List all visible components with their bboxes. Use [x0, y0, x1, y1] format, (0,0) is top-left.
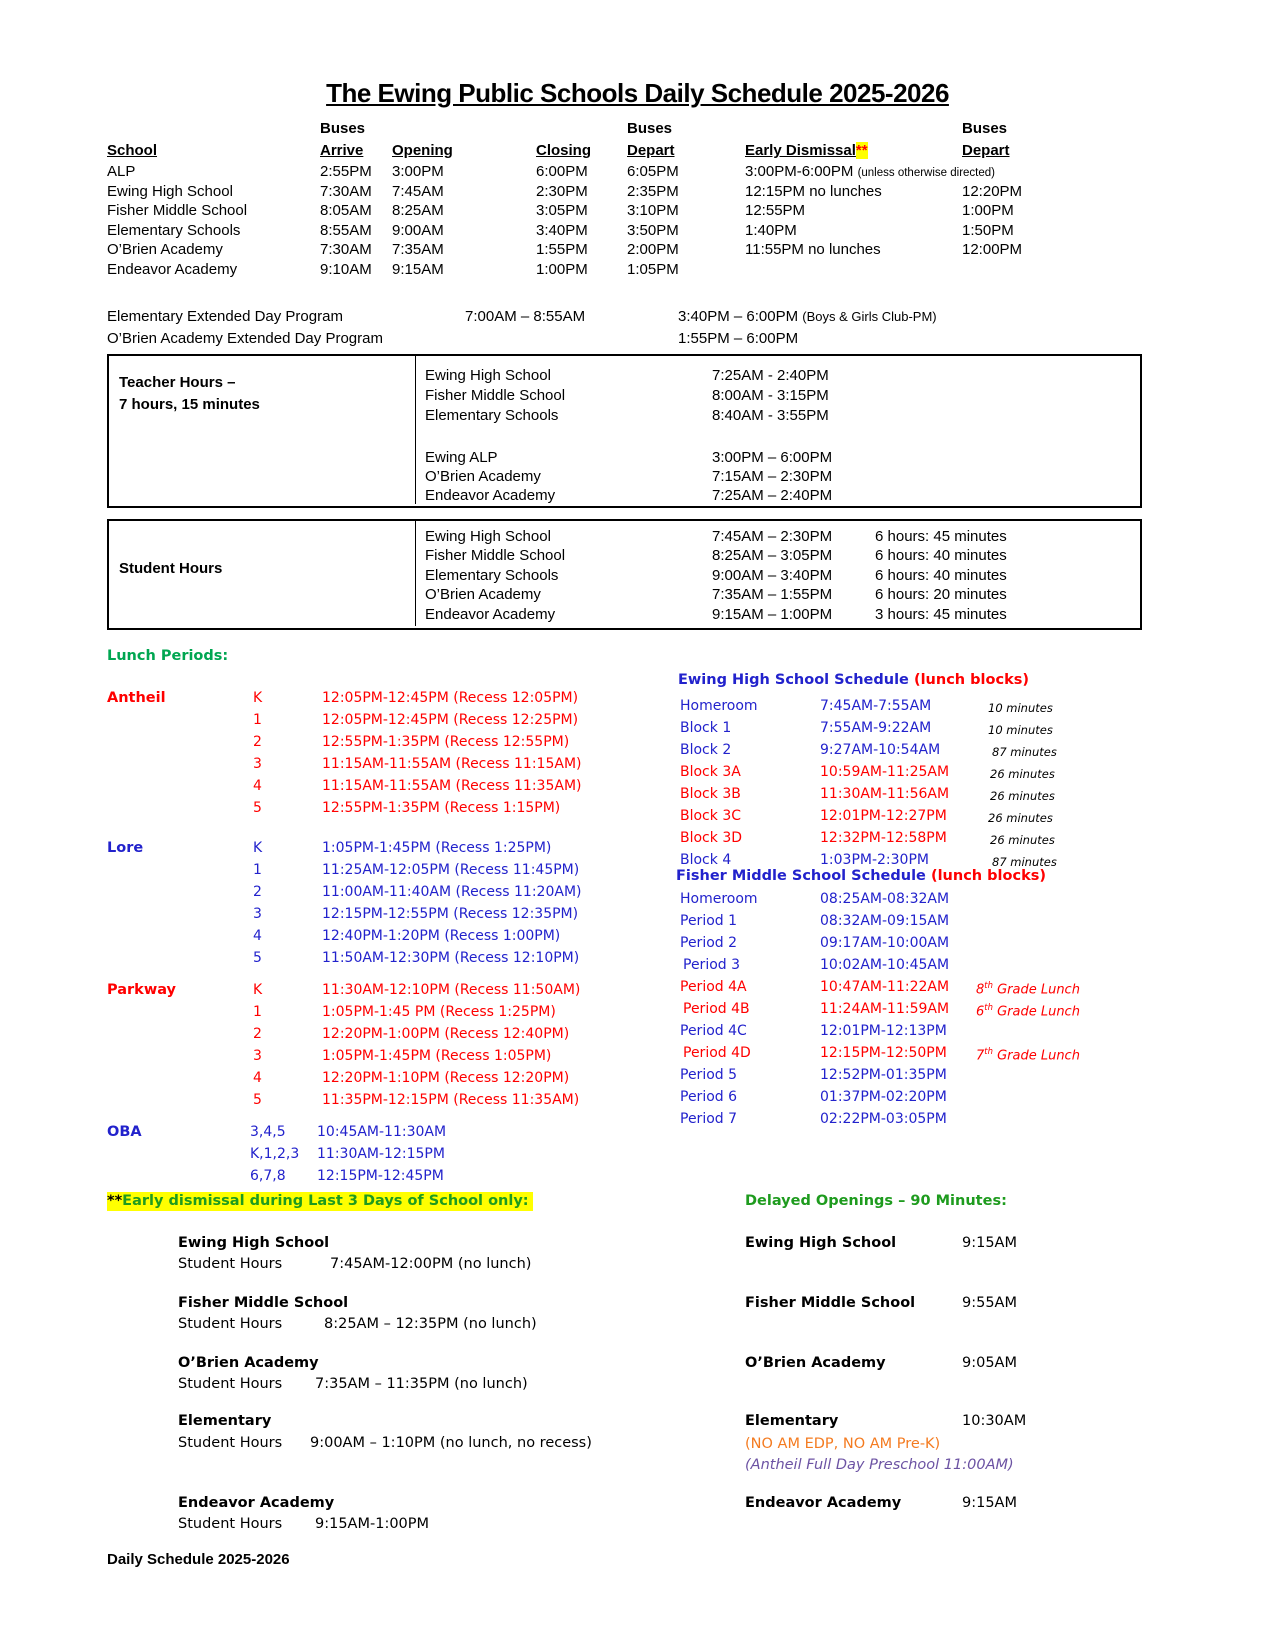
ed-hours-label: Student Hours [178, 1516, 283, 1532]
early-dismissal-stars: ** [855, 142, 868, 159]
fms-period: Period 4A [680, 979, 747, 995]
ed-hours-label: Student Hours [178, 1316, 283, 1332]
fms-row [0, 1089, 1275, 1109]
col-header-depart2: Depart [962, 142, 1010, 159]
ehs-period: Block 4 [680, 852, 732, 868]
ehs-time: 10:59AM-11:25AM [820, 764, 950, 780]
lunch-time: 11:30AM-12:15PM [317, 1146, 445, 1162]
ehs-row [0, 786, 1275, 806]
fms-period: Period 7 [680, 1111, 738, 1127]
teacher-row [0, 407, 1275, 427]
bus-arrive: 8:05AM [320, 202, 372, 219]
lunch-time: 12:15PM-12:45PM [317, 1168, 444, 1184]
teacher-school: Ewing High School [425, 367, 551, 384]
bus-depart2: 12:20PM [962, 183, 1023, 200]
lunch-grade: K [253, 982, 263, 998]
lunch-grade: K [253, 690, 263, 706]
do-time: 9:15AM [962, 1235, 1017, 1251]
fms-period: Period 4B [683, 1001, 750, 1017]
ehs-row [0, 764, 1275, 784]
lunch-grade: 1 [253, 862, 262, 878]
lunch-time: 11:50AM-12:30PM (Recess 12:10PM) [322, 950, 580, 966]
ehs-row [0, 698, 1275, 718]
do-elementary-note2-row [0, 1457, 1275, 1477]
ehs-time: 1:03PM-2:30PM [820, 852, 929, 868]
ehs-row [0, 830, 1275, 850]
ed-school-name: Fisher Middle School [178, 1295, 349, 1311]
bus-early-note: (unless otherwise directed) [857, 167, 995, 179]
fms-period: Period 1 [680, 913, 738, 929]
bus-opening: 7:45AM [392, 183, 444, 200]
fms-time: 08:32AM-09:15AM [820, 913, 950, 929]
student-duration: 6 hours: 40 minutes [875, 547, 1007, 564]
early-dismissal-heading-text: Early dismissal during Last 3 Days of School only: [122, 1193, 529, 1209]
bus-opening: 9:00AM [392, 222, 444, 239]
col-header-depart: Depart [627, 142, 675, 159]
teacher-school: Elementary Schools [425, 407, 559, 424]
bus-closing: 2:30PM [536, 183, 588, 200]
student-row [0, 528, 1275, 548]
student-school: Ewing High School [425, 528, 551, 545]
bus-early: 12:15PM no lunches [745, 183, 882, 200]
student-school: Endeavor Academy [425, 606, 556, 623]
lunch-grade: 3 [253, 756, 262, 772]
do-school-name: O’Brien Academy [745, 1355, 886, 1371]
lunch-grade: 5 [253, 800, 262, 816]
ed-entry-hours [0, 1316, 1275, 1336]
student-duration: 6 hours: 40 minutes [875, 567, 1007, 584]
buses-label-depart2: Buses [962, 120, 1008, 137]
lunch-grade: K,1,2,3 [250, 1146, 300, 1162]
fms-row [0, 979, 1275, 999]
ed-hours-time: 7:35AM – 11:35PM (no lunch) [315, 1376, 528, 1392]
col-header-arrive: Arrive [320, 142, 364, 159]
lunch-grade: 5 [253, 1092, 262, 1108]
bus-school: Ewing High School [107, 183, 233, 200]
ehs-period: Block 3D [680, 830, 743, 846]
student-school: O’Brien Academy [425, 586, 541, 603]
lunch-time: 11:25AM-12:05PM (Recess 11:45PM) [322, 862, 580, 878]
bus-closing: 1:00PM [536, 261, 588, 278]
ed-hours-label: Student Hours [178, 1256, 283, 1272]
lunch-time: 11:15AM-11:55AM (Recess 11:15AM) [322, 756, 582, 772]
bus-arrive: 8:55AM [320, 222, 372, 239]
lunch-time: 12:55PM-1:35PM (Recess 12:55PM) [322, 734, 570, 750]
ehs-minutes: 87 minutes [992, 745, 1057, 759]
lunch-time: 12:15PM-12:55PM (Recess 12:35PM) [322, 906, 579, 922]
student-duration: 6 hours: 45 minutes [875, 528, 1007, 545]
lunch-row [0, 1146, 1275, 1166]
col-header-closing: Closing [536, 142, 591, 159]
teacher-school: Ewing ALP [425, 449, 498, 466]
ehs-period: Homeroom [680, 698, 758, 714]
teacher-school: Fisher Middle School [425, 387, 566, 404]
fms-time: 01:37PM-02:20PM [820, 1089, 947, 1105]
bus-row-fms [0, 202, 1275, 222]
lunch-periods-heading-row [0, 648, 1275, 668]
bus-depart: 6:05PM [627, 163, 679, 180]
fms-lunch-note: 6th Grade Lunch [976, 1002, 1080, 1020]
teacher-row [0, 387, 1275, 407]
fms-period: Period 4D [683, 1045, 751, 1061]
student-school: Elementary Schools [425, 567, 559, 584]
ehs-row [0, 720, 1275, 740]
ehs-minutes: 10 minutes [988, 701, 1053, 715]
fms-time: 12:15PM-12:50PM [820, 1045, 947, 1061]
bus-opening: 3:00PM [392, 163, 444, 180]
ehs-time: 12:01PM-12:27PM [820, 808, 947, 824]
ed-entry-hours [0, 1516, 1275, 1536]
do-time: 10:30AM [962, 1413, 1027, 1429]
do-time: 9:55AM [962, 1295, 1017, 1311]
ehs-time: 11:30AM-11:56AM [820, 786, 950, 802]
fms-period: Period 2 [680, 935, 738, 951]
lunch-grade: 5 [253, 950, 262, 966]
bus-school: Fisher Middle School [107, 202, 248, 219]
bus-depart: 3:50PM [627, 222, 679, 239]
lunch-time: 11:15AM-11:55AM (Recess 11:35AM) [322, 778, 582, 794]
extended-day-row-obrien [0, 330, 1275, 350]
lunch-time: 12:05PM-12:45PM (Recess 12:25PM) [322, 712, 579, 728]
extended-day-row-elementary [0, 308, 1275, 328]
bus-school: O’Brien Academy [107, 241, 223, 258]
lunch-grade: 3 [253, 1048, 262, 1064]
lunch-time: 12:55PM-1:35PM (Recess 1:15PM) [322, 800, 561, 816]
lunch-grade: 3 [253, 906, 262, 922]
extended-day-am: 7:00AM – 8:55AM [465, 308, 586, 325]
do-entry [0, 1295, 1275, 1315]
extended-day-label: O’Brien Academy Extended Day Program [107, 330, 383, 347]
student-row [0, 567, 1275, 587]
bus-table-header-row [0, 142, 1275, 162]
bus-opening: 9:15AM [392, 261, 444, 278]
fms-schedule-heading-row [0, 868, 1275, 888]
extended-day-pm [678, 308, 937, 325]
teacher-time: 8:40AM - 3:55PM [712, 407, 829, 424]
student-time: 7:45AM – 2:30PM [712, 528, 833, 545]
early-dismissal-heading-stars: ** [107, 1193, 123, 1209]
student-duration: 6 hours: 20 minutes [875, 586, 1007, 603]
bus-row-obrien [0, 241, 1275, 261]
do-elementary-note1: (NO AM EDP, NO AM Pre-K) [745, 1436, 941, 1452]
teacher-school: O’Brien Academy [425, 468, 541, 485]
fms-row [0, 1045, 1275, 1065]
lunch-grade: 4 [253, 778, 262, 794]
fms-row [0, 957, 1275, 977]
lunch-time: 12:20PM-1:00PM (Recess 12:40PM) [322, 1026, 570, 1042]
bus-early-time: 3:00PM-6:00PM [745, 163, 854, 180]
ed-entry-hours [0, 1256, 1275, 1276]
fms-row [0, 935, 1275, 955]
bus-early: 11:55PM no lunches [745, 241, 881, 258]
bus-row-alp [0, 163, 1275, 183]
ed-school-name: Elementary [178, 1413, 272, 1429]
ehs-schedule-title-suffix: (lunch blocks) [913, 672, 1029, 688]
delayed-openings-heading-row [0, 1193, 1275, 1213]
lunch-grade: 4 [253, 928, 262, 944]
bus-arrive: 7:30AM [320, 241, 372, 258]
fms-lunch-note: 7th Grade Lunch [976, 1046, 1080, 1064]
do-school-name: Fisher Middle School [745, 1295, 916, 1311]
ehs-minutes: 26 minutes [990, 789, 1055, 803]
fms-row [0, 1111, 1275, 1131]
bus-depart: 1:05PM [627, 261, 679, 278]
lunch-grade: 2 [253, 1026, 262, 1042]
bus-row-elementary [0, 222, 1275, 242]
do-entry [0, 1355, 1275, 1375]
bus-arrive: 7:30AM [320, 183, 372, 200]
teacher-time: 7:25AM - 2:40PM [712, 367, 829, 384]
lunch-time: 1:05PM-1:45 PM (Recess 1:25PM) [322, 1004, 556, 1020]
student-school: Fisher Middle School [425, 547, 566, 564]
col-header-school: School [107, 142, 158, 159]
fms-period: Homeroom [680, 891, 758, 907]
lunch-grade: 1 [253, 1004, 262, 1020]
ehs-period: Block 1 [680, 720, 732, 736]
lunch-time: 10:45AM-11:30AM [317, 1124, 447, 1140]
teacher-time: 7:25AM – 2:40PM [712, 487, 833, 504]
fms-time: 10:02AM-10:45AM [820, 957, 950, 973]
bus-depart2: 1:00PM [962, 202, 1014, 219]
ehs-minutes: 10 minutes [988, 723, 1053, 737]
student-duration: 3 hours: 45 minutes [875, 606, 1007, 623]
lunch-time: 12:40PM-1:20PM (Recess 1:00PM) [322, 928, 561, 944]
do-school-name: Ewing High School [745, 1235, 897, 1251]
page-title: The Ewing Public Schools Daily Schedule 2025-2026 [326, 78, 949, 108]
fms-period: Period 4C [680, 1023, 747, 1039]
fms-time: 12:52PM-01:35PM [820, 1067, 947, 1083]
lunch-time: 1:05PM-1:45PM (Recess 1:05PM) [322, 1048, 552, 1064]
teacher-hours-duration: 7 hours, 15 minutes [119, 396, 260, 413]
delayed-openings-heading: Delayed Openings – 90 Minutes: [745, 1193, 1007, 1209]
teacher-hours-title: Teacher Hours – [119, 374, 236, 391]
ehs-schedule-title [678, 672, 1029, 688]
do-time: 9:15AM [962, 1495, 1017, 1511]
col-header-opening: Opening [392, 142, 453, 159]
bus-closing: 1:55PM [536, 241, 588, 258]
ed-school-name: Ewing High School [178, 1235, 330, 1251]
bus-opening: 7:35AM [392, 241, 444, 258]
extended-day-label: Elementary Extended Day Program [107, 308, 343, 325]
ed-hours-label: Student Hours [178, 1376, 283, 1392]
lunch-time: 12:05PM-12:45PM (Recess 12:05PM) [322, 690, 579, 706]
fms-schedule-title-suffix: (lunch blocks) [930, 868, 1046, 884]
teacher-row [0, 367, 1275, 387]
lunch-time: 11:00AM-11:40AM (Recess 11:20AM) [322, 884, 582, 900]
ed-hours-time: 9:00AM – 1:10PM (no lunch, no recess) [310, 1435, 592, 1451]
extended-day-pm-time: 3:40PM – 6:00PM [678, 308, 799, 325]
student-time: 7:35AM – 1:55PM [712, 586, 833, 603]
bus-early: 1:40PM [745, 222, 797, 239]
ehs-period: Block 3C [680, 808, 741, 824]
do-school-name: Endeavor Academy [745, 1495, 902, 1511]
teacher-time: 3:00PM – 6:00PM [712, 449, 833, 466]
fms-schedule-title-text: Fisher Middle School Schedule [676, 868, 926, 884]
ehs-period: Block 3B [680, 786, 741, 802]
ehs-minutes: 26 minutes [990, 767, 1055, 781]
teacher-time: 7:15AM – 2:30PM [712, 468, 833, 485]
lunch-time: 12:20PM-1:10PM (Recess 12:20PM) [322, 1070, 570, 1086]
fms-time: 10:47AM-11:22AM [820, 979, 950, 995]
bus-depart2: 1:50PM [962, 222, 1014, 239]
bus-closing: 3:05PM [536, 202, 588, 219]
do-elementary-note1-row [0, 1436, 1275, 1456]
lunch-grade: 3,4,5 [250, 1124, 286, 1140]
do-entry [0, 1413, 1275, 1433]
lunch-row [0, 1168, 1275, 1188]
ed-entry-hours [0, 1376, 1275, 1396]
fms-lunch-note: 8th Grade Lunch [976, 980, 1080, 998]
bus-depart2: 12:00PM [962, 241, 1023, 258]
fms-row [0, 1001, 1275, 1021]
ehs-schedule-title-text: Ewing High School Schedule [678, 672, 909, 688]
fms-time: 02:22PM-03:05PM [820, 1111, 947, 1127]
ed-hours-time: 9:15AM-1:00PM [315, 1516, 430, 1532]
ehs-minutes: 26 minutes [990, 833, 1055, 847]
ehs-period: Block 2 [680, 742, 732, 758]
fms-row [0, 1067, 1275, 1087]
bus-arrive: 2:55PM [320, 163, 372, 180]
student-row [0, 606, 1275, 626]
lunch-grade: 1 [253, 712, 262, 728]
bus-depart: 2:35PM [627, 183, 679, 200]
footer-text: Daily Schedule 2025-2026 [107, 1551, 290, 1568]
bus-school: Endeavor Academy [107, 261, 238, 278]
ehs-time: 7:55AM-9:22AM [820, 720, 932, 736]
student-time: 9:15AM – 1:00PM [712, 606, 833, 623]
fms-time: 12:01PM-12:13PM [820, 1023, 947, 1039]
ehs-minutes: 87 minutes [992, 855, 1057, 869]
lunch-school-oba: OBA [107, 1124, 142, 1140]
fms-schedule-title [676, 868, 1046, 884]
lunch-school-parkway: Parkway [107, 982, 177, 998]
teacher-row [0, 487, 1275, 507]
ehs-row [0, 808, 1275, 828]
teacher-row [0, 468, 1275, 488]
fms-time: 11:24AM-11:59AM [820, 1001, 950, 1017]
teacher-row [0, 449, 1275, 469]
student-time: 9:00AM – 3:40PM [712, 567, 833, 584]
bus-depart: 2:00PM [627, 241, 679, 258]
bus-closing: 6:00PM [536, 163, 588, 180]
lunch-grade: 2 [253, 734, 262, 750]
ed-hours-time: 8:25AM – 12:35PM (no lunch) [324, 1316, 537, 1332]
extended-day-pm: 1:55PM – 6:00PM [678, 330, 799, 347]
lunch-periods-heading: Lunch Periods: [107, 648, 229, 664]
buses-label-depart: Buses [627, 120, 673, 137]
footer-row [0, 1551, 1275, 1571]
student-row [0, 586, 1275, 606]
lunch-time: 11:30AM-12:10PM (Recess 11:50AM) [322, 982, 581, 998]
fms-period: Period 6 [680, 1089, 738, 1105]
student-row [0, 547, 1275, 567]
lunch-time: 1:05PM-1:45PM (Recess 1:25PM) [322, 840, 552, 856]
bus-arrive: 9:10AM [320, 261, 372, 278]
lunch-grade: 6,7,8 [250, 1168, 286, 1184]
ehs-time: 7:45AM-7:55AM [820, 698, 932, 714]
ed-hours-time: 7:45AM-12:00PM (no lunch) [330, 1256, 532, 1272]
buses-label-arrive: Buses [320, 120, 366, 137]
bus-depart: 3:10PM [627, 202, 679, 219]
bus-early: 12:55PM [745, 202, 806, 219]
extended-day-note: (Boys & Girls Club-PM) [802, 309, 937, 324]
bus-row-endeavor [0, 261, 1275, 281]
lunch-grade: 4 [253, 1070, 262, 1086]
fms-time: 08:25AM-08:32AM [820, 891, 950, 907]
bus-school: ALP [107, 163, 136, 180]
bus-closing: 3:40PM [536, 222, 588, 239]
fms-row [0, 913, 1275, 933]
fms-period: Period 3 [683, 957, 741, 973]
student-hours-title: Student Hours [119, 560, 223, 577]
ed-school-name: Endeavor Academy [178, 1495, 335, 1511]
fms-time: 09:17AM-10:00AM [820, 935, 950, 951]
lunch-time: 11:35PM-12:15PM (Recess 11:35AM) [322, 1092, 580, 1108]
ehs-minutes: 26 minutes [988, 811, 1053, 825]
teacher-school: Endeavor Academy [425, 487, 556, 504]
fms-period: Period 5 [680, 1067, 738, 1083]
ehs-time: 12:32PM-12:58PM [820, 830, 947, 846]
ehs-row [0, 742, 1275, 762]
lunch-school-antheil: Antheil [107, 690, 166, 706]
do-time: 9:05AM [962, 1355, 1017, 1371]
bus-opening: 8:25AM [392, 202, 444, 219]
do-elementary-note2: (Antheil Full Day Preschool 11:00AM) [745, 1457, 1014, 1473]
teacher-time: 8:00AM - 3:15PM [712, 387, 829, 404]
lunch-school-lore: Lore [107, 840, 144, 856]
lunch-grade: K [253, 840, 263, 856]
bus-row-ehs [0, 183, 1275, 203]
early-dismissal-label: Early Dismissal [745, 142, 856, 159]
ehs-time: 9:27AM-10:54AM [820, 742, 941, 758]
do-school-name: Elementary [745, 1413, 839, 1429]
bus-early [745, 163, 995, 180]
ehs-schedule-heading-row [0, 672, 1275, 692]
fms-row [0, 1023, 1275, 1043]
student-time: 8:25AM – 3:05PM [712, 547, 833, 564]
bus-table-buses-header-row [0, 120, 1275, 140]
ed-hours-label: Student Hours [178, 1435, 283, 1451]
ehs-period: Block 3A [680, 764, 741, 780]
do-entry [0, 1495, 1275, 1515]
bus-school: Elementary Schools [107, 222, 241, 239]
do-entry [0, 1235, 1275, 1255]
lunch-grade: 2 [253, 884, 262, 900]
fms-row [0, 891, 1275, 911]
ed-school-name: O’Brien Academy [178, 1355, 319, 1371]
col-header-early-dismissal [745, 142, 868, 159]
